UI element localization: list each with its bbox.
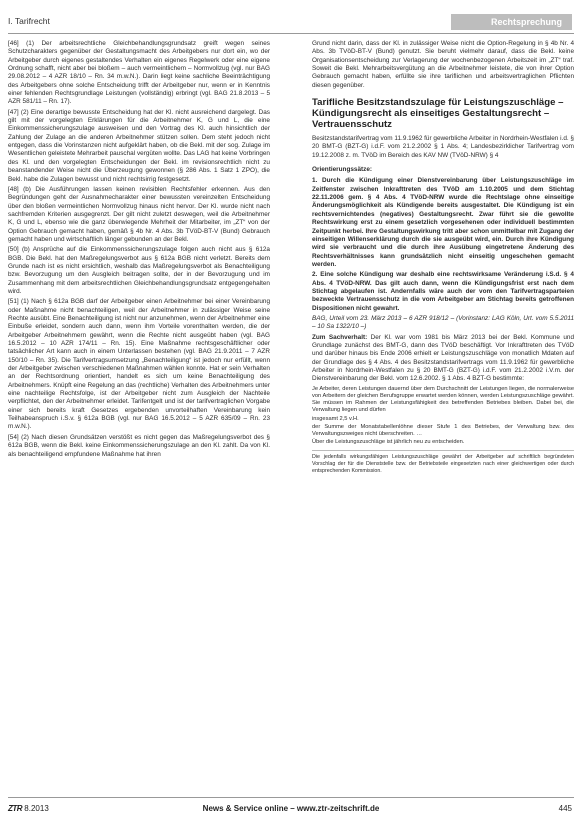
norm-reference: Besitzstandstarifvertrag vom 11.9.1962 für gewerbliche Arbeiter in Nordrhein-Westfalen i.d. § 20 BMT-G (BZT-G) i.d.F. vom 21.2.2002 § 1 Abs. 4; Landesbezirklicher Tarifvertrag vom 19.12.2008 z. m. TVöD im Bereich des KAV NW (TVöD-NRW) § 4	[312, 135, 574, 159]
quote-block: der Summe der Monatstabellenlöhne dieser Stufe 1 des Betriebes, der Verwaltung bzw. des Verwaltungszweiges nicht überschreiten. …	[312, 423, 574, 437]
quote-block: Über die Leistungszuschläge ist jährlich neu zu entscheiden.	[312, 439, 465, 446]
court-citation: BAG, Urteil vom 23. März 2013 – 6 AZR 918/12 – (Vorinstanz: LAG Köln, Urt. vom 5.5.2011 – 10 Sa 1322/10 –)	[312, 314, 574, 331]
paragraph: [46] (1) Der arbeitsrechtliche Gleichbehandlungsgrundsatz greift wegen seines Schutzcharakters gegenüber der Gestaltungsmacht des Arbeitgebers nur dort ein, wo der Arbeitgeber durch eigenes gestaltendes Verhalten ein eigenes Regelwerk oder eine eigene Ordnung schafft, nicht aber bei bloßem – auch vermeintlichem – Normvollzug (vgl. nur BAG 29.08.2012 – 4 AZR 18/10 – Rn. 34 m.w.N.). Darin liegt keine sachliche Beeinträchtigung des Arbeitgebers ohne solche Entscheidung trifft der Arbeitgeber nur, wenn er in Kenntnis einer fehlenden Rechtsgrundlage Leistungen (vollständig) erbringt (vgl. BAG 21.8.2013 – 5 AZR 581/11 – Rn. 17).	[8, 40, 270, 106]
paragraph: [48] (b) Die Ausführungen lassen keinen revisiblen Rechtsfehler erkennen. Aus den Begründungen geht der Ausnahmecharakter einer bewussten vereinzelten Entscheidung über den bloßen vermeintlichen Normvollzug hinaus nicht hervor. Der Kl. wurde nicht nach sachfremden Kriterien ausgegrenzt. Der gilt nicht zuletzt deswegen, weil die Arbeitnehmer K, G und L, ebenso wie die ganz überwiegende Mehrheit der Mitarbeiter, im „ZT“ von der Option Gebrauch gemacht haben, gemäß § 4b Nr. 4 Abs. 3b TVöD-BT-V (Bund) Gebrauch gemacht haben und wirtschaftlich länger gebunden an der Bekl.	[8, 185, 270, 243]
footer-link[interactable]: News & Service online – www.ztr-zeitschrift.de	[202, 804, 380, 813]
paragraph: [47] (2) Eine derartige bewusste Entscheidung hat der Kl. nicht ausreichend dargelegt. Das gilt mit der vorgelegten Erklärungen für die Arbeitnehmer K, G und L, die eine Einkommenssicherungszulage ausweisen und den Vortrag des Kl. auch hinsichtlich der Zahlung der Zulage an die anderen Arbeitnehmer stützen sollen. Dem steht jedoch nicht entgegen, dass die Vorinstanzen nicht aufgeklärt haben, ob die Bekl. mit der sog. Zulage im Wesentlichen geleistete Mehrarbeit pauschal vergüten wollte. Das LAG hat keine Vorbringen des Kl. und den vorgelegten Entscheidungen der Bekl. im revisionsrechtlich nicht zu beanstandender Weise nicht die Überzeugung gewonnen (§ 286 Abs. 1 Satz 1 ZPO), die Bekl. habe die Zulagen bewusst und nicht rechtsirrig festgesetzt.	[8, 108, 270, 183]
paragraph: [50] (b) Ansprüche auf die Einkommenssicherungszulage folgen auch nicht aus § 612a BGB. Die Bekl. hat den Maßregelungsverbot aus § 612a BGB nicht verletzt. Bereits dem Grunde nach ist es nicht ersichtlich, weshalb das Maßregelungsverbot als Benachteiligung bzw. Bevorzugung um den Ausgleich beitragen sollte, der in der Bevorzugung und im Zusammenhang mit dem arbeitsrechtlichen Gleichbehandlungsgrundsatz entgegengehalten wird.	[8, 246, 270, 295]
paragraph: [54] (2) Nach diesen Grundsätzen verstößt es nicht gegen das Maßregelungsverbot des § 612a BGB, wenn die Bekl. keine Einkommenssicherungszulage an den Kl. zahlt. Da von Kl. als benachteiligend empfundene Maßnahme hat ihren	[8, 433, 270, 458]
paragraph: Grund nicht darin, dass der Kl. in zulässiger Weise nicht die Option-Regelung in § 4b Nr. 4 Abs. 3b TVöD-BT-V (Bund) genutzt. Sie beruht vielmehr darauf, dass die Bekl. keine Organisationsentscheidung zur Verlagerung der wochenbezogenen Arbeitszeit im „ZT“ traf. Soweit die Bekl. Mehrarbeitsvergütung an die Arbeitnehmer leistete, die von ihrer Option Gebrauch gemacht haben, erfüllte sie ihre tariflichen und arbeitsvertraglichen Pflichten diesen gegenüber.	[312, 40, 574, 89]
section-header: I. Tarifrecht	[8, 16, 50, 26]
orientation-heading: Orientierungssätze:	[312, 166, 373, 174]
orientation-point-2: 2. Eine solche Kündigung war deshalb eine rechtswirksame Veränderung i.S.d. § 4 Abs. 4 TVöD-NRW. Das gilt auch dann, wenn die Kündigungsfrist erst nach dem Stichtag abgelaufen ist. Andernfalls wäre auch der vom den Tarifvertragsparteien bezweckte Vertrauensschutz in die vom Arbeitgeber am Stichtag bereits getroffenen Dispositionen nicht gewahrt.	[312, 271, 574, 312]
facts-heading: Zum Sachverhalt:	[312, 333, 368, 341]
left-column	[8, 40, 270, 460]
quote-block: Je Arbeiter, deren Leistungen dauernd über dem Durchschnitt der Leistungen liegen, die normalerweise von Arbeitern der gleichen Berufsgruppe erwartet werden können, werden Leistungszuschläge gewährt. Sie müssen im Rahmen der Leistungsfähigkeit des betreffenden Betriebes bleiben. Dabei bei, die Verwaltung liegen und dürfen	[312, 385, 574, 414]
issue-number: 8.2013	[24, 804, 49, 813]
facts-text: Der Kl. war vom 1981 bis März 2013 bei der Bekl. Kommune und Grundlage zunächst des BMT-G, dann des TVöD beschäftigt. Vor Inkrafttreten des TVöD und darüber hinaus bis Ende 2006 erhielt er Leistungszuschläge von monatlich Mdaten auf der Grundlage des § 4 Abs. 4 des Besitzstandstarifvertrags vom 11.9.1962 für gewerbliche Arbeiter in Nordrhein-Westfalen zu § 20 BMT-G (BZT-G) i.d.F. vom 21.2.2002 i.V.m. der Dienstvereinbarung der Bekl. vom 12.6.2002. § 1 Abs. 4 BZT-G bestimmte:	[312, 333, 575, 383]
right-column	[312, 40, 574, 475]
header-divider	[8, 33, 574, 34]
footnote-divider	[312, 450, 574, 451]
journal-logo: ZTR	[8, 804, 23, 813]
article-title: Tarifliche Besitzstandszulage für Leistungszuschläge – Kündigungsrecht als einseitiges Gestaltungsrecht – Vertrauensschutz	[312, 97, 564, 131]
paragraph: [51] (1) Nach § 612a BGB darf der Arbeitgeber einen Arbeitnehmer bei einer Vereinbarung oder Maßnahme nicht benachteiligen, weil der Arbeitnehmer in zulässiger Weise seine Rechte ausübt. Eine Benachteiligung ist nicht nur anzunehmen, wenn der Arbeitnehmer eine Einbuße erleidet, sondern auch dann, wenn ihm Vorteile vorenthalten werden, die der Arbeitgeber Arbeitnehmern gewährt, wenn die Rechte nicht ausgeübt haben (vgl. BAG 16.5.2012 – 10 AZR 174/11 – Rn. 15). Eine Maßnahme rechtsgeschäftlicher oder tatsächlicher Art kann auch in einem Unterlassen bestehen (vgl. BAG 21.9.2011 – 7 AZR 150/10 – Rn. 35). Die Tarifvertragsumsetzung „Benachteiligung“ ist jedoch nur erfüllt, wenn der Arbeitgeber zwischen verschiedenen Maßnahmen wählen konnte. Hat er sein Verhalten an der Rechtsordnung orientiert, handelt es sich um keine Benachteiligung des Arbeitnehmers. Knüpft eine Regelung an das (rechtliche) Verhalten des Arbeitnehmers unter eine nachteilige Rechtsfolge, ist der Arbeitgeber nicht zum Ausgleich der Nachteile verpflichtet, den der Arbeitnehmer erleidet. Tarifentgelt und ist der tarifvertraglichen Vorgabe einer sich bereits kraft Gesetzes ergebenden unvorteilhaften Vereinbarung kein Teilhabeanspruch i.S.v. § 612a BGB (vgl. nur BAG 16.5.2012 – 5 AZR 635/09 – Rn. 23 m.w.N.).	[8, 298, 270, 431]
page-number: 445	[558, 804, 572, 813]
quote-block: insgesamt 2,5 v.H.	[312, 415, 359, 422]
footnote: Die jedenfalls wirkungsfähigen Leistungszuschläge gewährt der Arbeitgeber auf schriftlich begründeten Vorschlag der für die Dienststelle bzw. der Betriebsteile eingesetzten nach einer gleichwertigen oder durch entsprechenden Kommission.	[312, 454, 574, 474]
orientation-point-1: 1. Durch die Kündigung einer Dienstvereinbarung über Leistungszuschläge im Zeitfenster zwischen Inkrafttreten des TVöD am 1.10.2005 und dem Stichtag 22.11.2006 gem. § 4 Abs. 4 TVöD-NRW wurde die Rechtslage ohne einseitige Änderungsmöglichkeit als Kündigende bereits ausgestaltet. Die Kündigung ist ein rechtsvernichtendes (negatives) Gestaltungsrecht. Zwar führt sie die gewollte Rechtswirkung erst zu einem gesetzlich vorgesehenen oder individuell bestimmten Zeitpunkt herbei. Ihre Gestaltungswirkung tritt aber schon unmittelbar mit Zugang der einseitigen Willenserklärung durch die sie ausgeübt wird, ein. Durch ihre Kündigung wird sie verbraucht und die durch ihre Ausübung eingetretene Änderung des Rechtsverhältnisses kann grundsätzlich nicht einseitig ungeschehen gemacht werden.	[312, 177, 574, 268]
footer-divider	[8, 797, 574, 798]
category-badge: Rechtsprechung	[451, 14, 572, 30]
